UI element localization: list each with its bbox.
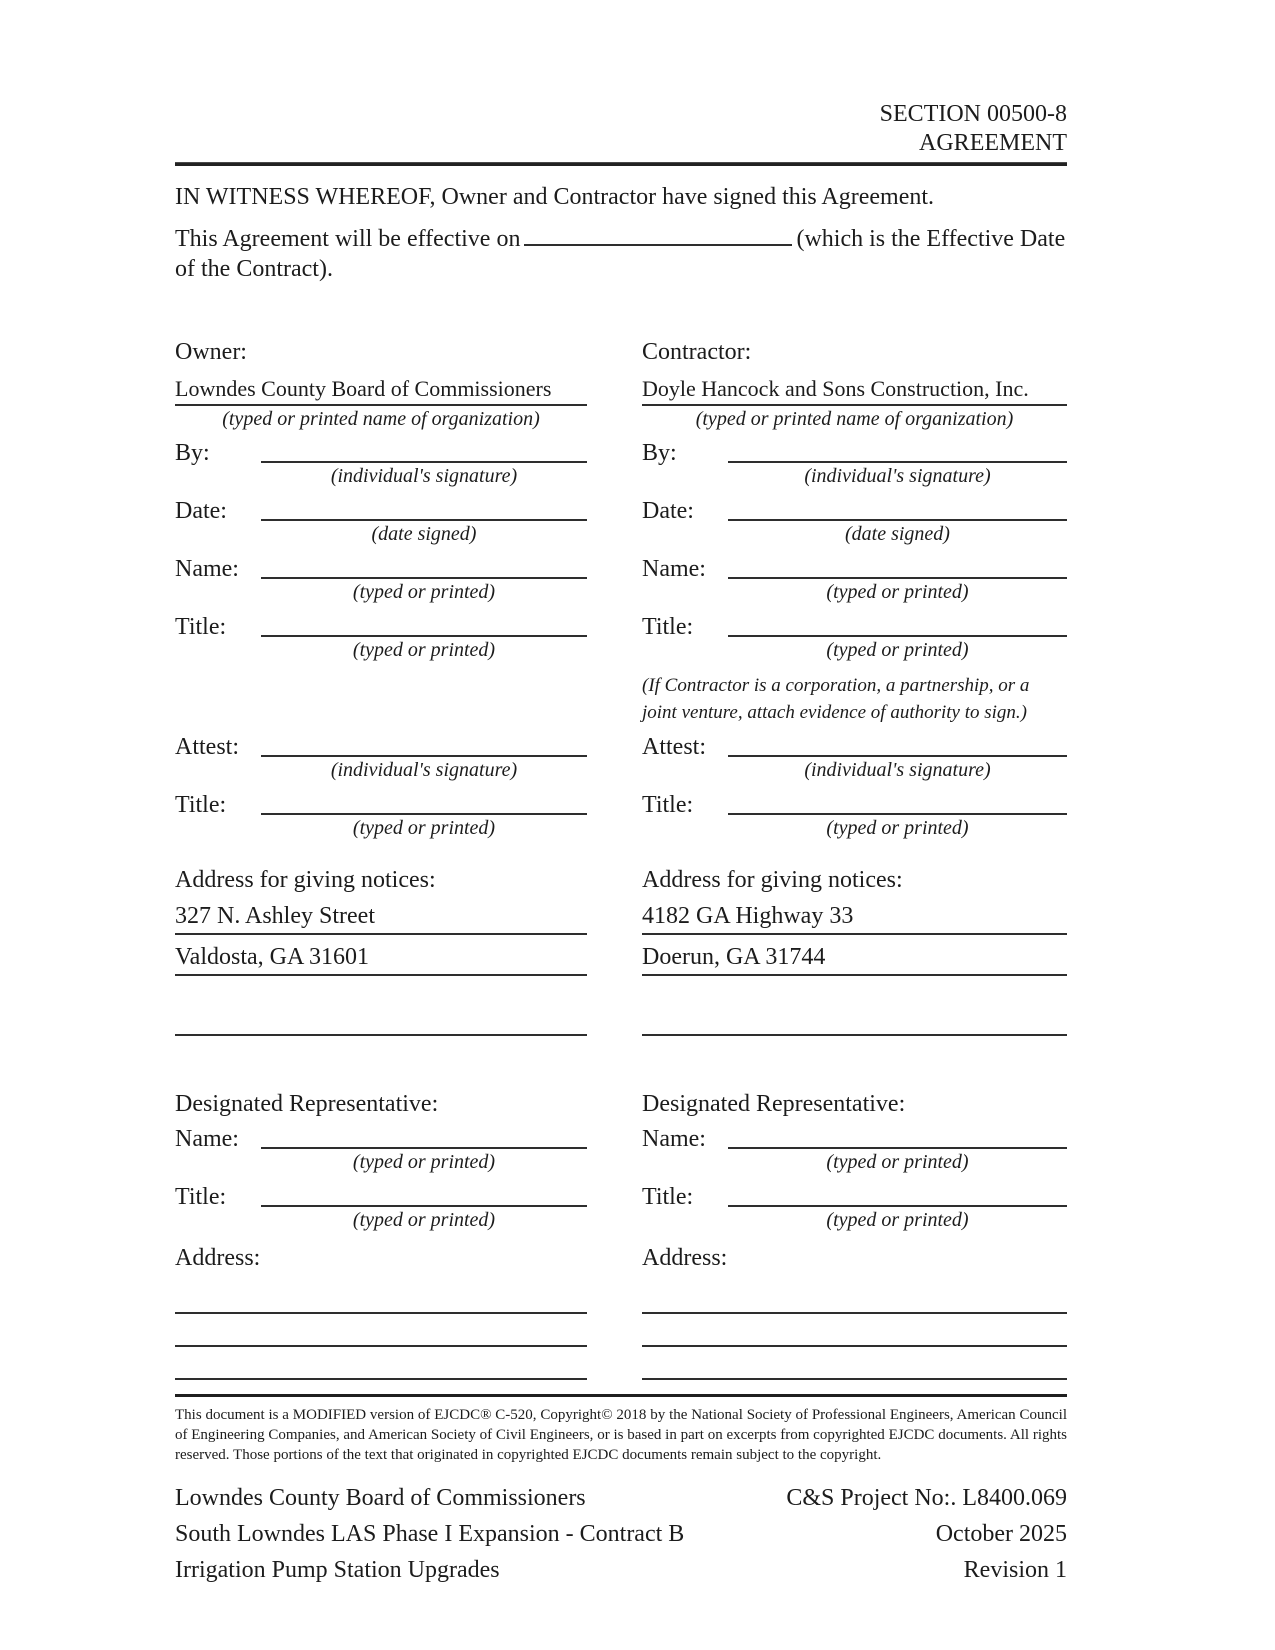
section-number: SECTION 00500-8 — [879, 101, 1067, 127]
typed-caption: (typed or printed) — [352, 639, 496, 661]
footer-meta-block — [786, 1480, 1067, 1588]
org-name-caption: (typed or printed name of organization) — [695, 408, 1014, 430]
contractor-rep-address-line-1 — [642, 1312, 1067, 1314]
contractor-address-blank-line — [642, 1034, 1067, 1036]
contractor-by-field — [642, 436, 1067, 490]
contractor-date-field — [642, 494, 1067, 548]
owner-address-heading: Address for giving notices: — [175, 867, 436, 893]
owner-title-line — [261, 610, 587, 637]
owner-address-street: 327 N. Ashley Street — [175, 902, 587, 935]
effective-prefix: This Agreement will be effective on — [175, 226, 521, 252]
owner-name-line — [261, 552, 587, 579]
signature-caption: (individual's signature) — [330, 465, 518, 487]
owner-rep-address-line-2 — [175, 1345, 587, 1347]
typed-caption: (typed or printed) — [826, 581, 969, 603]
document-header — [175, 100, 1067, 158]
owner-rep-title-line — [261, 1180, 587, 1207]
contractor-attest-line — [728, 730, 1067, 757]
owner-attest-title-line — [261, 788, 587, 815]
typed-caption: (typed or printed) — [826, 1151, 969, 1173]
title-label: Title: — [175, 792, 227, 818]
footer-project-component: Irrigation Pump Station Upgrades — [175, 1557, 500, 1583]
name-label: Name: — [175, 556, 239, 582]
signature-caption: (individual's signature) — [330, 759, 518, 781]
header-divider — [175, 162, 1067, 166]
contractor-rep-title-line — [728, 1180, 1067, 1207]
owner-rep-title-field — [175, 1180, 587, 1234]
contractor-name-line — [728, 552, 1067, 579]
owner-rep-address-line-1 — [175, 1312, 587, 1314]
name-label: Name: — [642, 1126, 706, 1152]
owner-attest-field — [175, 730, 587, 784]
contractor-rep-name-field — [642, 1122, 1067, 1176]
effective-suffix: (which is the Effective Date — [796, 226, 1066, 252]
title-label: Title: — [642, 792, 694, 818]
contractor-attest-title-field — [642, 788, 1067, 842]
contractor-organization-name: Doyle Hancock and Sons Construction, Inc. — [642, 374, 1067, 406]
typed-caption: (typed or printed) — [352, 581, 496, 603]
owner-title-field — [175, 610, 587, 664]
effective-continuation: of the Contract). — [175, 256, 333, 282]
owner-attest-title-field — [175, 788, 587, 842]
title-label: Title: — [642, 1184, 694, 1210]
owner-rep-address-line-3 — [175, 1378, 587, 1380]
footer-project-name: South Lowndes LAS Phase I Expansion - Contract B — [175, 1521, 685, 1547]
contractor-rep-name-line — [728, 1122, 1067, 1149]
typed-caption: (typed or printed) — [352, 1209, 496, 1231]
contractor-by-signature-line — [728, 436, 1067, 463]
contractor-date-line — [728, 494, 1067, 521]
contractor-attest-field — [642, 730, 1067, 784]
attest-label: Attest: — [175, 734, 239, 760]
owner-rep-name-field — [175, 1122, 587, 1176]
title-label: Title: — [175, 614, 227, 640]
contractor-name-field — [642, 552, 1067, 606]
contractor-rep-title-field — [642, 1180, 1067, 1234]
document-footer — [175, 1480, 1067, 1588]
date-caption: (date signed) — [845, 523, 950, 545]
contractor-attest-title-line — [728, 788, 1067, 815]
owner-address-city: Valdosta, GA 31601 — [175, 943, 587, 976]
contractor-rep-address-line-2 — [642, 1345, 1067, 1347]
owner-attest-line — [261, 730, 587, 757]
witness-statement: IN WITNESS WHEREOF, Owner and Contractor have signed this Agreement. — [175, 184, 935, 210]
owner-note-spacer — [175, 664, 587, 726]
typed-caption: (typed or printed) — [826, 817, 969, 839]
contractor-designated-rep-heading: Designated Representative: — [642, 1091, 906, 1117]
owner-date-line — [261, 494, 587, 521]
contractor-title-field — [642, 610, 1067, 664]
attest-label: Attest: — [642, 734, 706, 760]
footer-project-owner: Lowndes County Board of Commissioners — [175, 1485, 586, 1511]
title-label: Title: — [642, 614, 694, 640]
owner-rep-name-line — [261, 1122, 587, 1149]
owner-column — [175, 338, 587, 1380]
owner-designated-rep-heading: Designated Representative: — [175, 1091, 439, 1117]
contractor-column — [642, 338, 1067, 1380]
typed-caption: (typed or printed) — [352, 817, 496, 839]
page-content — [175, 0, 1067, 1588]
effective-date-statement — [175, 224, 1067, 284]
owner-label: Owner: — [175, 339, 247, 365]
owner-name-field — [175, 552, 587, 606]
date-label: Date: — [175, 498, 227, 524]
name-label: Name: — [175, 1126, 239, 1152]
contractor-label: Contractor: — [642, 339, 752, 365]
signature-columns — [175, 338, 1067, 1380]
owner-organization-name: Lowndes County Board of Commissioners — [175, 374, 587, 406]
owner-by-field — [175, 436, 587, 490]
contractor-address-street: 4182 GA Highway 33 — [642, 902, 1067, 935]
title-label: Title: — [175, 1184, 227, 1210]
name-label: Name: — [642, 556, 706, 582]
date-caption: (date signed) — [371, 523, 477, 545]
corporation-note-line2: joint venture, attach evidence of authority to sign.) — [642, 702, 1028, 723]
org-name-caption: (typed or printed name of organization) — [222, 408, 540, 430]
footer-revision: Revision 1 — [963, 1557, 1067, 1583]
footer-project-block — [175, 1480, 684, 1588]
footer-divider — [175, 1394, 1067, 1397]
typed-caption: (typed or printed) — [352, 1151, 496, 1173]
owner-rep-address-label: Address: — [175, 1245, 261, 1271]
owner-date-field — [175, 494, 587, 548]
typed-caption: (typed or printed) — [826, 639, 969, 661]
signature-caption: (individual's signature) — [804, 759, 991, 781]
contractor-rep-address-line-3 — [642, 1378, 1067, 1380]
effective-date-line — [175, 226, 1065, 252]
footer-date: October 2025 — [935, 1521, 1067, 1547]
date-label: Date: — [642, 498, 694, 524]
typed-caption: (typed or printed) — [826, 1209, 969, 1231]
contractor-corporation-note — [642, 672, 1067, 726]
copyright-fine-print: This document is a MODIFIED version of EJCDC® C-520, Copyright© 2018 by the National Society of Professional Engineers, American Council of Engineering Companies, and American Society of Civil Engineers, or is based in part on excerpts from copyrighted EJCDC documents. All rights reserved. Those portions of the text that originated in copyrighted EJCDC documents remain subject to the copyright. — [175, 1407, 1067, 1463]
owner-address-blank-line — [175, 1034, 587, 1036]
contractor-address-city: Doerun, GA 31744 — [642, 943, 1067, 976]
by-label: By: — [175, 440, 210, 466]
signature-caption: (individual's signature) — [804, 465, 991, 487]
by-label: By: — [642, 440, 677, 466]
contractor-title-line — [728, 610, 1067, 637]
contractor-rep-address-label: Address: — [642, 1245, 728, 1271]
effective-date-blank-line — [524, 224, 792, 246]
owner-by-signature-line — [261, 436, 587, 463]
page-title: AGREEMENT — [919, 130, 1067, 156]
contractor-address-heading: Address for giving notices: — [642, 867, 903, 893]
corporation-note-line1: (If Contractor is a corporation, a partnership, or a — [642, 675, 1030, 696]
footer-project-number: C&S Project No:. L8400.069 — [786, 1485, 1067, 1511]
